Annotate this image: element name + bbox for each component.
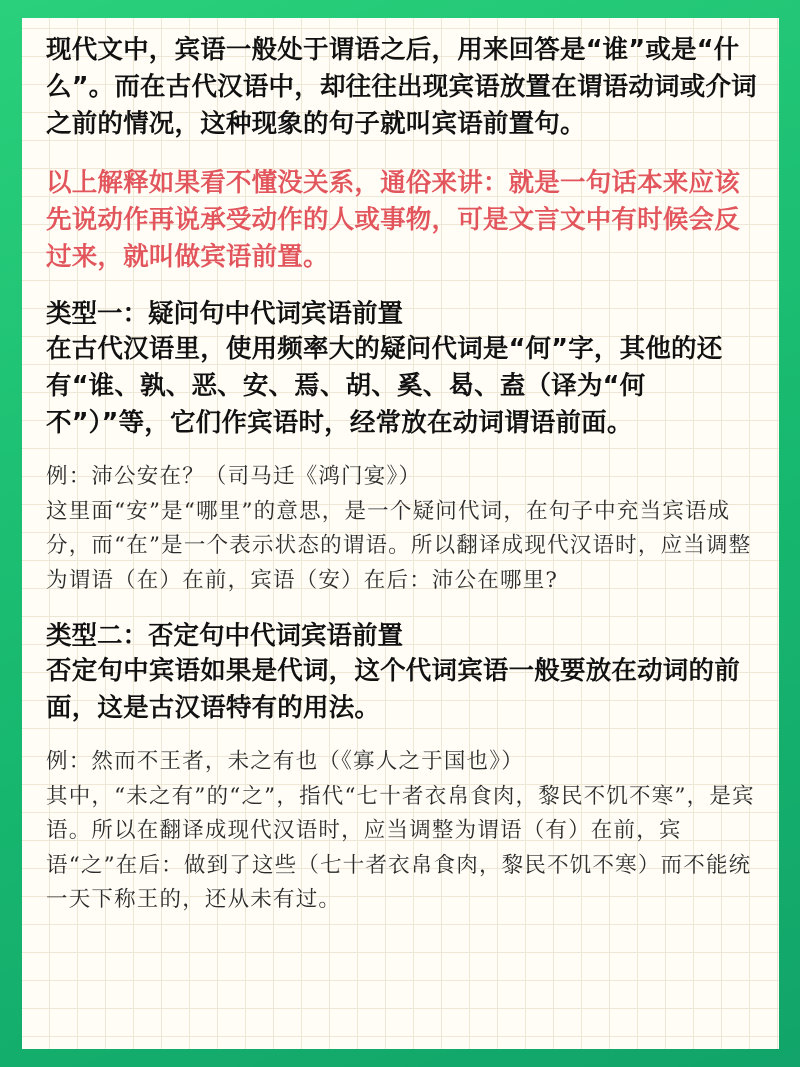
section-type-one [46, 298, 757, 598]
note-card [22, 18, 779, 1049]
section-body: 否定句中宾语如果是代词，这个代词宾语一般要放在动词的前面，这是古汉语特有的用法。 [46, 656, 740, 723]
example-line: 例：沛公安在？（司马迁《鸿门宴》） [46, 464, 422, 489]
spacer [46, 598, 757, 620]
spacer [46, 143, 757, 165]
section-type-two [46, 620, 757, 918]
intro-paragraph: 现代文中，宾语一般处于谓语之后，用来回答是“谁”或是“什么”。而在古代汉语中，却往往出现宾语放置在谓语动词或介词之前的情况，这种现象的句子就叫宾语前置句。 [46, 35, 757, 139]
example-explanation: 其中，“未之有”的“之”，指代“七十者衣帛食肉，黎民不饥不寒”，是宾语。所以在翻译成现代汉语时，应当调整为谓语（有）在前，宾语“之”在后：做到了这些（七十者衣帛食肉，黎民不饥不寒）而不能统一天下称王的，还从未有过。 [46, 783, 755, 912]
spacer [46, 442, 757, 460]
section-body: 在古代汉语里，使用频率大的疑问代词是“何”字，其他的还有“谁、孰、恶、安、焉、胡、奚、曷、盍（译为“何不”）”等，它们作宾语时，经常放在动词谓语前面。 [46, 334, 723, 438]
section-heading: 类型二：否定句中代词宾语前置 [46, 621, 404, 651]
example-explanation: 这里面“安”是“哪里”的意思，是一个疑问代词，在句子中充当宾语成分，而“在”是一个表示状态的谓语。所以翻译成现代汉语时，应当调整为谓语（在）在前，宾语（安）在后：沛公在哪里? [46, 498, 752, 593]
example-line: 例：然而不王者，未之有也（《寡人之于国也》） [46, 749, 524, 774]
plain-explanation-paragraph: 以上解释如果看不懂没关系，通俗来讲：就是一句话本来应该先说动作再说承受动作的人或事物，可是文言文中有时候会反过来，就叫做宾语前置。 [46, 168, 740, 272]
spacer [46, 276, 757, 298]
spacer [46, 727, 757, 745]
section-heading: 类型一：疑问句中代词宾语前置 [46, 299, 404, 329]
